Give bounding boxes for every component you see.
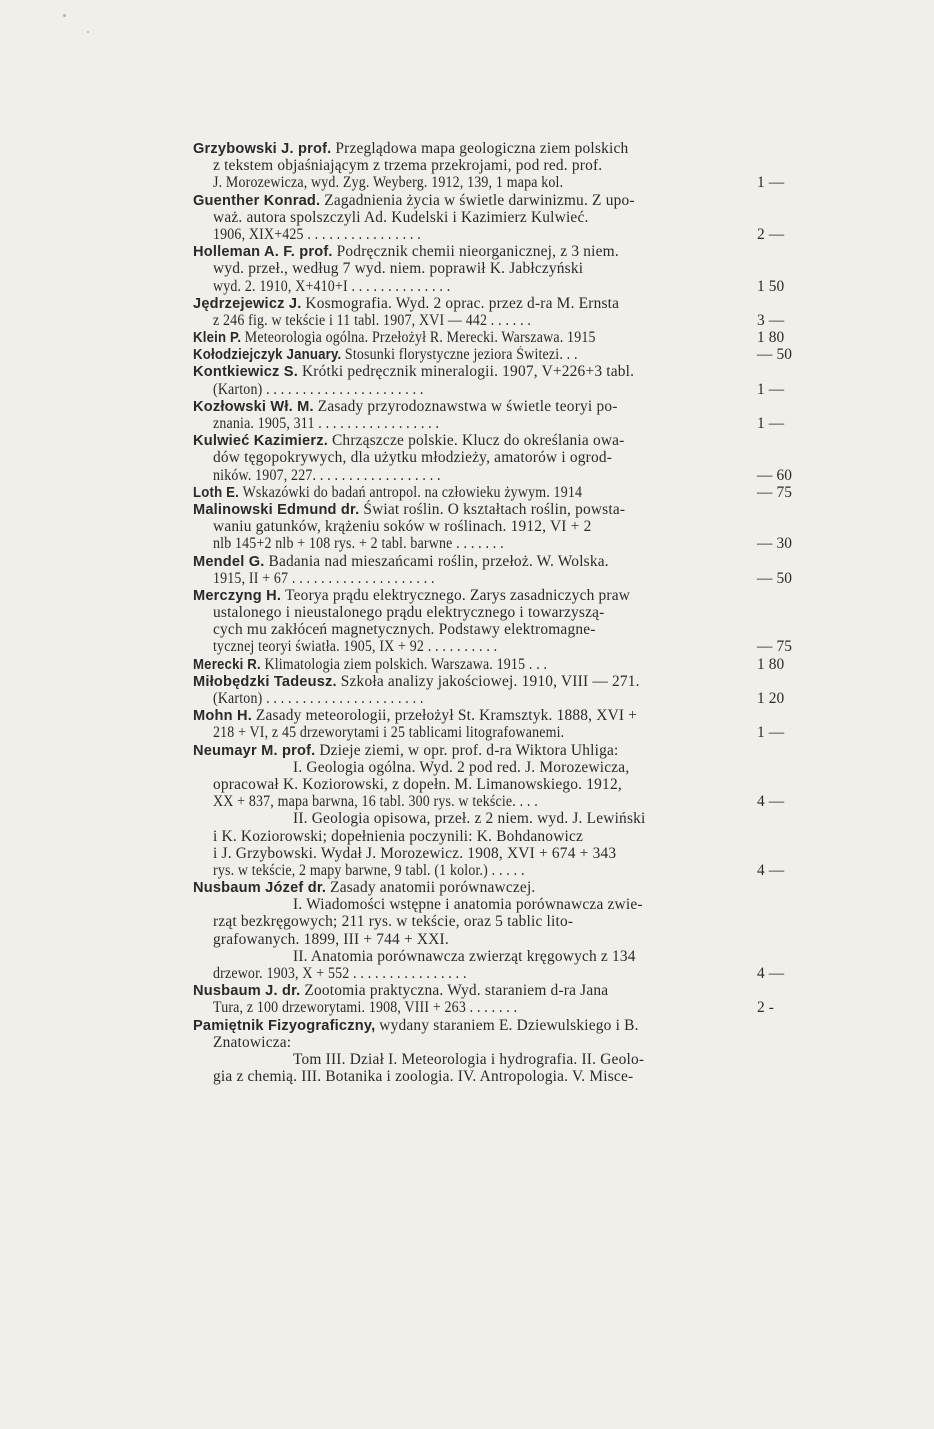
entry-price: — 30 (757, 535, 793, 553)
entry-text: 218 + VI, z 45 drzeworytami i 25 tablicami litografowanemi. (213, 724, 565, 742)
entry-text: Zagadnienia życia w świetle darwinizmu. Z upo- (324, 191, 635, 209)
entry-text: Stosunki florystyczne jeziora Świtezi. . . (344, 346, 578, 364)
entry-text: waż. autora spolszczyli Ad. Kudelski i Kazimierz Kulwieć. (213, 208, 589, 226)
line-fit-wrap (213, 174, 563, 191)
catalog-column (193, 140, 805, 1085)
line-fit-wrap (193, 656, 547, 674)
entry-text: Zootomia praktyczna. Wyd. staraniem d-ra Jana (304, 982, 609, 1000)
entry-text: z 246 fig. w tekście i 11 tabl. 1907, XVI — 442 . . . . . . (213, 311, 532, 329)
entry-price: 1 — (757, 380, 785, 398)
entry-text: Dzieje ziemi, w opr. prof. d-ra Wiktora Uhliga: (319, 741, 619, 759)
entry-price: 4 — (757, 793, 785, 811)
entry-line (193, 415, 805, 432)
entry-text: ników. 1907, 227. . . . . . . . . . . . . . . . . . (213, 466, 441, 484)
entry-line (193, 759, 805, 776)
line-fit-wrap (213, 415, 439, 432)
entry-text: I. Geologia ogólna. Wyd. 2 pod red. J. Morozewicza, (293, 758, 630, 776)
entry-text: Zasady przyrodoznawstwa w świetle teoryi po- (317, 397, 618, 415)
catalog-entry (193, 192, 805, 244)
catalog-entry (193, 398, 805, 432)
entry-price: 3 — (757, 311, 785, 329)
entry-price: 1 80 (757, 655, 785, 673)
entry-text: Klimatologia ziem polskich. Warszawa. 1915 . . . (264, 655, 548, 673)
entry-author: Kozłowski Wł. M. (193, 398, 314, 415)
entry-text: dów tęgopokrywych, dla użytku młodzieży, amatorów i ogrod- (213, 449, 613, 467)
entry-text: z tekstem objaśniającym z trzema przekrojami, pod red. prof. (213, 157, 603, 175)
entry-author: Kołodziejczyk January. (193, 347, 342, 364)
entry-line (193, 845, 805, 862)
entry-text: Podręcznik chemii nieorganicznej, z 3 niem. (336, 243, 619, 261)
entry-text: Krótki pedręcznik mineralogii. 1907, V+226+3 tabl. (301, 363, 635, 381)
entry-price: 1 — (757, 415, 785, 432)
entry-line (193, 604, 805, 621)
line-fit-wrap (213, 724, 564, 741)
catalog-entry (193, 243, 805, 295)
entry-price: 2 — (757, 225, 785, 243)
entry-line (193, 707, 805, 724)
entry-line (193, 484, 805, 501)
catalog-entry (193, 982, 805, 1016)
entry-author: Grzybowski J. prof. (193, 141, 332, 157)
entry-line (193, 157, 805, 174)
entry-line (193, 140, 805, 157)
entry-line (193, 879, 805, 896)
entry-text: tycznej teoryi światła. 1905, IX + 92 . . . . . . . . . . (213, 638, 498, 656)
entry-text: Meteorologia ogólna. Przełożył R. Merecki. Warszawa. 1915 (244, 329, 596, 347)
entry-line (193, 192, 805, 209)
entry-line (193, 621, 805, 638)
entry-line (193, 724, 805, 741)
entry-author: Nusbaum J. dr. (193, 983, 301, 1000)
line-fit-wrap (193, 484, 582, 502)
catalog-entry (193, 810, 805, 879)
entry-line (193, 742, 805, 759)
entry-text: waniu gatunków, krążeniu soków w roślinach. 1912, VI + 2 (213, 518, 592, 536)
entry-text: Tom III. Dział I. Meteorologia i hydrografia. II. Geolo- (293, 1050, 645, 1068)
line-fit-wrap (213, 638, 497, 655)
entry-text: (Karton) . . . . . . . . . . . . . . . . . . . . . . (213, 690, 424, 707)
entry-text: Szkoła analizy jakościowej. 1910, VIII — 271. (340, 672, 640, 690)
catalog-entry (193, 656, 805, 673)
entry-author: Jędrzejewicz J. (193, 295, 302, 312)
entry-author: Mendel G. (193, 553, 265, 570)
entry-text: grafowanych. 1899, III + 744 + XXI. (213, 930, 449, 948)
entry-line (193, 346, 805, 363)
entry-text: Świat roślin. O kształtach roślin, powsta- (363, 500, 626, 518)
entry-line (193, 398, 805, 415)
line-fit-wrap (213, 535, 504, 552)
entry-text: Zasady meteorologii, przełożył St. Kramsztyk. 1888, XVI + (255, 707, 638, 725)
entry-line (193, 278, 805, 295)
catalog-entry (193, 329, 805, 346)
catalog-entry (193, 673, 805, 707)
line-fit-wrap (213, 862, 525, 879)
entry-text: II. Anatomia porównawcza zwierząt kręgowych z 134 (293, 947, 636, 965)
paper-speck (87, 31, 89, 33)
catalog-entry (193, 501, 805, 553)
entry-price: — 60 (757, 466, 793, 484)
entry-line (193, 776, 805, 793)
entry-text: XX + 837, mapa barwna, 16 tabl. 300 rys. w tekście. . . . (213, 793, 538, 811)
entry-author: Guenther Konrad. (193, 192, 321, 209)
entry-text: Tura, z 100 drzeworytami. 1908, VIII + 263 . . . . . . . (213, 999, 518, 1017)
entry-author: Mohn H. (193, 708, 252, 725)
line-fit-wrap (213, 312, 531, 329)
entry-line (193, 948, 805, 965)
entry-text: wyd. przeł., według 7 wyd. niem. poprawił K. Jabłczyński (213, 260, 584, 278)
entry-line (193, 363, 805, 380)
entry-price: 4 — (757, 861, 785, 879)
entry-line (193, 432, 805, 449)
entry-price: 1 80 (757, 329, 785, 347)
line-fit-wrap (213, 278, 450, 295)
entry-line (193, 518, 805, 535)
catalog-entry (193, 879, 805, 948)
entry-line (193, 965, 805, 982)
entry-line (193, 931, 805, 948)
entry-text: Kosmografia. Wyd. 2 oprac. przez d-ra M. Ernsta (305, 294, 620, 312)
entry-line (193, 587, 805, 604)
entry-price: 1 20 (757, 690, 785, 707)
entry-line (193, 1034, 805, 1051)
entry-text: wyd. 2. 1910, X+410+I . . . . . . . . . . . . . . (213, 277, 451, 295)
entry-author: Merczyng H. (193, 587, 282, 604)
entry-author: Miłobędzki Tadeusz. (193, 673, 337, 690)
entry-text: 1915, II + 67 . . . . . . . . . . . . . . . . . . . . (213, 569, 435, 587)
entry-line (193, 260, 805, 277)
entry-price: 1 — (757, 174, 785, 192)
entry-price: — 75 (757, 638, 793, 656)
entry-line (193, 690, 805, 707)
catalog-entry (193, 346, 805, 363)
entry-author: Kontkiewicz S. (193, 364, 298, 381)
entry-author: Neumayr M. prof. (193, 742, 316, 759)
entry-line (193, 1017, 805, 1034)
line-fit-wrap (213, 999, 517, 1016)
entry-text: rys. w tekście, 2 mapy barwne, 9 tabl. (1 kolor.) . . . . . (213, 861, 525, 879)
entry-price: 4 — (757, 965, 785, 982)
entry-price: — 75 (757, 483, 793, 501)
entry-text: J. Morozewicza, wyd. Zyg. Weyberg. 1912, 139, 1 mapa kol. (213, 174, 564, 192)
line-fit-wrap (213, 965, 467, 982)
entry-line (193, 295, 805, 312)
entry-line (193, 467, 805, 484)
entry-line (193, 862, 805, 879)
entry-price: — 50 (757, 569, 793, 587)
entry-text: opracował K. Koziorowski, z dopełn. M. Limanowskiego. 1912, (213, 775, 622, 793)
entry-line (193, 570, 805, 587)
entry-line (193, 810, 805, 827)
catalog-entry (193, 484, 805, 501)
entry-text: 1906, XIX+425 . . . . . . . . . . . . . . . . (213, 225, 421, 243)
entry-price: 2 - (757, 999, 774, 1017)
entry-author: Klein P. (193, 330, 242, 347)
entry-text: Wskazówki do badań antropol. na człowieku żywym. 1914 (242, 483, 583, 501)
entry-line (193, 243, 805, 260)
entry-line (193, 329, 805, 346)
entry-line (193, 312, 805, 329)
entry-author: Kulwieć Kazimierz. (193, 433, 328, 450)
entry-text: nlb 145+2 nlb + 108 rys. + 2 tabl. barwne . . . . . . . (213, 535, 504, 553)
line-fit-wrap (193, 329, 596, 347)
catalog-entry (193, 707, 805, 741)
entry-author: Merecki R. (193, 656, 261, 673)
entry-text: i K. Koziorowski; dopełnienia poczynili: K. Bohdanowicz (213, 827, 584, 845)
entry-line (193, 999, 805, 1016)
line-fit-wrap (213, 793, 538, 810)
catalog-entry (193, 587, 805, 656)
entry-line (193, 553, 805, 570)
entry-line (193, 226, 805, 243)
entry-text: rząt bezkręgowych; 211 rys. w tekście, oraz 5 tablic lito- (213, 913, 574, 931)
entry-line (193, 982, 805, 999)
catalog-entry (193, 1017, 805, 1086)
entry-line (193, 656, 805, 673)
entry-line (193, 209, 805, 226)
catalog-entry (193, 363, 805, 397)
entry-text: ustalonego i nieustalonego prądu elektrycznego i towarzyszą- (213, 604, 605, 622)
entry-price: 1 50 (757, 277, 785, 295)
entry-text: Znatowicza: (213, 1033, 292, 1051)
catalog-entry (193, 553, 805, 587)
entry-text: i J. Grzybowski. Wydał J. Morozewicz. 1908, XVI + 674 + 343 (213, 844, 617, 862)
line-fit-wrap (213, 381, 424, 398)
entry-text: Teorya prądu elektrycznego. Zarys zasadniczych praw (285, 586, 631, 604)
entry-text: gia z chemią. III. Botanika i zoologia. IV. Antropologia. V. Misce- (213, 1068, 634, 1086)
entry-text: Zasady anatomii porównawczej. (330, 879, 536, 897)
entry-line (193, 896, 805, 913)
catalog-entry (193, 140, 805, 192)
entry-price: — 50 (757, 346, 793, 364)
entry-line (193, 174, 805, 191)
entry-text: znania. 1905, 311 . . . . . . . . . . . . . . . . . (213, 415, 440, 432)
entry-line (193, 638, 805, 655)
catalog-entry (193, 432, 805, 484)
entry-line (193, 828, 805, 845)
entry-price: 1 — (757, 724, 785, 742)
entry-line (193, 1068, 805, 1085)
entry-text: Przeglądowa mapa geologiczna ziem polskich (335, 140, 629, 157)
entry-text: (Karton) . . . . . . . . . . . . . . . . . . . . . . (213, 380, 424, 398)
line-fit-wrap (213, 690, 424, 707)
entry-text: wydany staraniem E. Dziewulskiego i B. (379, 1016, 639, 1034)
entry-text: drzewor. 1903, X + 552 . . . . . . . . . . . . . . . . (213, 965, 467, 982)
entry-line (193, 1051, 805, 1068)
line-fit-wrap (213, 467, 441, 484)
entry-text: I. Wiadomości wstępne i anatomia porównawcza zwie- (293, 896, 643, 914)
entry-line (193, 501, 805, 518)
entry-text: II. Geologia opisowa, przeł. z 2 niem. wyd. J. Lewiński (293, 810, 646, 828)
entry-text: cych mu zakłóceń magnetycznych. Podstawy elektromagne- (213, 621, 596, 639)
entry-author: Loth E. (193, 484, 240, 501)
line-fit-wrap (193, 346, 578, 364)
line-fit-wrap (213, 226, 421, 243)
catalog-entry (193, 295, 805, 329)
entry-line (193, 793, 805, 810)
catalog-entry (193, 948, 805, 982)
paper-speck (63, 14, 66, 17)
entry-text: Chrząszcze polskie. Klucz do określania owa- (331, 432, 625, 450)
entry-author: Malinowski Edmund dr. (193, 501, 360, 518)
entry-author: Holleman A. F. prof. (193, 244, 333, 261)
entry-author: Pamiętnik Fizyograficzny, (193, 1017, 376, 1034)
line-fit-wrap (213, 570, 435, 587)
entry-line (193, 673, 805, 690)
entry-author: Nusbaum Józef dr. (193, 880, 327, 897)
entry-line (193, 535, 805, 552)
entry-line (193, 449, 805, 466)
entry-line (193, 381, 805, 398)
catalog-entry (193, 742, 805, 811)
entry-line (193, 913, 805, 930)
entry-text: Badania nad mieszańcami roślin, przełoż. W. Wolska. (268, 552, 609, 570)
